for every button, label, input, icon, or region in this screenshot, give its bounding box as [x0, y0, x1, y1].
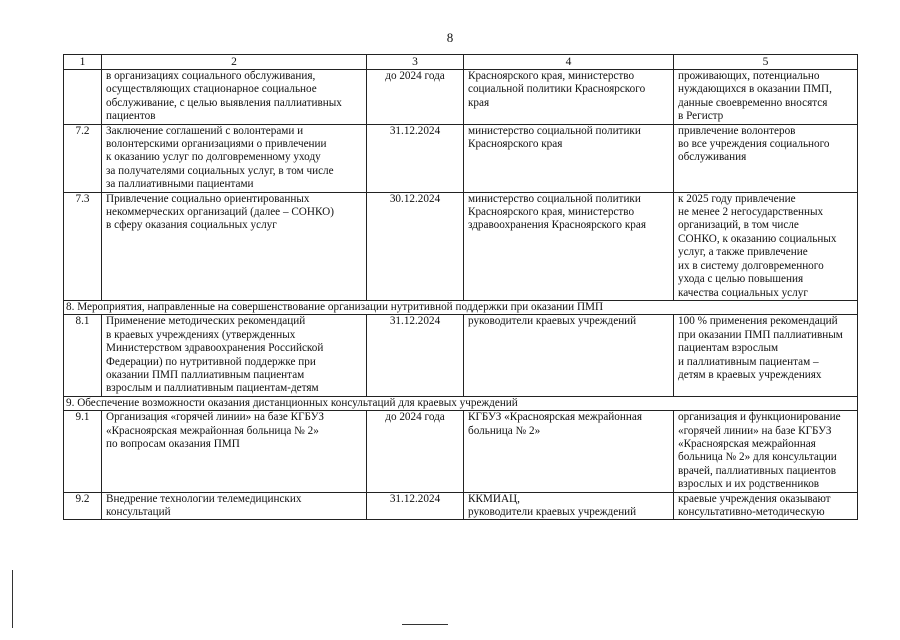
action-cell-line: Привлечение социально ориентированных — [106, 192, 310, 205]
result-cell — [674, 315, 858, 396]
result-cell-line: их в систему долговременного — [678, 259, 824, 272]
action-cell-line: некоммерческих организаций (далее – СОНКО) — [106, 206, 334, 219]
result-cell-line: организаций, в том числе — [678, 219, 799, 232]
item-number: 7.2 — [64, 124, 102, 192]
responsible-cell-line: ККМИАЦ, — [468, 492, 520, 505]
responsible-cell-line: социальной политики Красноярского — [468, 83, 646, 96]
result-cell-line: организация и функционирование — [678, 411, 841, 424]
action-cell-line: консультаций — [106, 506, 171, 518]
result-cell-line: при оказании ПМП паллиативным — [678, 328, 843, 341]
section-heading: 9. Обеспечение возможности оказания дистанционных консультаций для краевых учреждений — [64, 396, 858, 410]
result-cell-line: врачей, паллиативных пациентов — [678, 464, 836, 477]
header-row — [64, 55, 858, 70]
column-header: 5 — [674, 55, 858, 70]
result-cell-line: нуждающихся в оказании ПМП, — [678, 83, 832, 96]
responsible-cell-line: здравоохранения Красноярского края — [468, 219, 646, 232]
responsible-cell — [464, 315, 674, 396]
result-cell-line: проживающих, потенциально — [678, 70, 820, 82]
deadline-cell: 31.12.2024 — [367, 315, 464, 396]
responsible-cell — [464, 124, 674, 192]
action-cell-line: взрослым и паллиативным пациентам-детям — [106, 382, 319, 395]
deadline-cell: 31.12.2024 — [367, 124, 464, 192]
deadline-cell: до 2024 года — [367, 70, 464, 125]
action-cell-line: в краевых учреждениях (утвержденных — [106, 328, 296, 341]
action-cell-line: Федерации) по нутритивной поддержке при — [106, 355, 316, 368]
result-cell-line: обслуживания — [678, 151, 747, 164]
action-cell-line: Применение методических рекомендаций — [106, 315, 306, 328]
result-cell-line: услуг, а также привлечение — [678, 246, 808, 259]
responsible-cell-line: КГБУЗ «Красноярская межрайонная — [468, 411, 642, 424]
result-cell-line: 100 % применения рекомендаций — [678, 315, 838, 328]
action-cell-line: за паллиативными пациентами — [106, 178, 254, 191]
responsible-cell — [464, 492, 674, 520]
result-cell-line: пациентам взрослым — [678, 342, 779, 355]
section-heading-row — [64, 300, 858, 314]
column-header: 1 — [64, 55, 102, 70]
column-header: 2 — [102, 55, 367, 70]
action-cell — [102, 124, 367, 192]
table-row — [64, 315, 858, 396]
result-cell-line: и паллиативным пациентам – — [678, 355, 819, 368]
action-cell — [102, 492, 367, 520]
deadline-cell: до 2024 года — [367, 411, 464, 492]
action-cell-line: Министерством здравоохранения Российской — [106, 342, 324, 355]
deadline-cell: 31.12.2024 — [367, 492, 464, 520]
action-cell-line: за получателями социальных услуг, в том числе — [106, 164, 334, 177]
action-cell-line: в организациях социального обслуживания, — [106, 70, 316, 82]
action-cell-line: «Красноярская межрайонная больница № 2» — [106, 424, 319, 437]
scan-mark-bottom — [402, 624, 448, 625]
result-cell — [674, 492, 858, 520]
action-cell-line: волонтерскими организациями о привлечении — [106, 138, 327, 151]
result-cell-line: качества социальных услуг — [678, 286, 808, 299]
action-cell-line: Заключение соглашений с волонтерами и — [106, 124, 304, 137]
result-cell-line: детям в краевых учреждениях — [678, 368, 822, 381]
result-cell-line: не менее 2 негосударственных — [678, 206, 824, 219]
responsible-cell — [464, 192, 674, 300]
result-cell-line: в Регистр — [678, 110, 724, 123]
item-number: 9.1 — [64, 411, 102, 492]
responsible-cell-line: края — [468, 96, 490, 109]
action-cell-line: по вопросам оказания ПМП — [106, 437, 240, 450]
responsible-cell-line: Красноярского края, министерство — [468, 70, 635, 82]
item-number: 7.3 — [64, 192, 102, 300]
responsible-cell-line: Красноярского края, министерство — [468, 206, 635, 219]
responsible-cell-line: Красноярского края — [468, 138, 563, 151]
action-cell — [102, 70, 367, 125]
action-cell-line: Внедрение технологии телемедицинских — [106, 492, 302, 505]
action-cell-line: пациентов — [106, 110, 156, 123]
plan-table — [63, 54, 858, 520]
responsible-cell — [464, 411, 674, 492]
result-cell-line: «Красноярская межрайонная — [678, 437, 816, 450]
column-header: 3 — [367, 55, 464, 70]
item-number — [64, 70, 102, 125]
section-heading-row — [64, 396, 858, 410]
responsible-cell — [464, 70, 674, 125]
action-cell-line: в сферу оказания социальных услуг — [106, 219, 277, 232]
table-row — [64, 492, 858, 520]
action-cell-line: осуществляющих стационарное социальное — [106, 83, 317, 96]
table-body — [64, 70, 858, 520]
table-row — [64, 124, 858, 192]
result-cell-line: «горячей линии» на базе КГБУЗ — [678, 424, 832, 437]
result-cell-line: больница № 2» для консультации — [678, 451, 837, 464]
table-row — [64, 70, 858, 125]
result-cell-line: консультативно-методическую — [678, 506, 825, 518]
table-row — [64, 192, 858, 300]
action-cell — [102, 411, 367, 492]
column-header: 4 — [464, 55, 674, 70]
result-cell-line: данные своевременно вносятся — [678, 96, 828, 109]
result-cell-line: краевые учреждения оказывают — [678, 492, 831, 505]
section-heading: 8. Мероприятия, направленные на совершенствование организации нутритивной поддержки при оказании ПМП — [64, 300, 858, 314]
responsible-cell-line: руководители краевых учреждений — [468, 506, 637, 518]
action-cell-line: Организация «горячей линии» на базе КГБУЗ — [106, 411, 324, 424]
result-cell-line: ухода с целью повышения — [678, 273, 804, 286]
responsible-cell-line: руководители краевых учреждений — [468, 315, 637, 328]
result-cell — [674, 70, 858, 125]
responsible-cell-line: министерство социальной политики — [468, 124, 641, 137]
item-number: 8.1 — [64, 315, 102, 396]
action-cell-line: обслуживание, с целью выявления паллиативных — [106, 96, 342, 109]
responsible-cell-line: больница № 2» — [468, 424, 541, 437]
responsible-cell-line: министерство социальной политики — [468, 192, 641, 205]
table-row — [64, 411, 858, 492]
deadline-cell: 30.12.2024 — [367, 192, 464, 300]
action-cell-line: к оказанию услуг по долговременному уходу — [106, 151, 321, 164]
action-cell — [102, 315, 367, 396]
result-cell-line: взрослых и их родственников — [678, 478, 820, 491]
action-cell-line: оказании ПМП паллиативным пациентам — [106, 368, 305, 381]
result-cell-line: привлечение волонтеров — [678, 124, 796, 137]
item-number: 9.2 — [64, 492, 102, 520]
result-cell — [674, 411, 858, 492]
page-number: 8 — [446, 30, 454, 45]
scan-mark-left — [12, 570, 13, 628]
result-cell-line: во все учреждения социального — [678, 138, 830, 151]
result-cell — [674, 124, 858, 192]
result-cell-line: к 2025 году привлечение — [678, 192, 796, 205]
action-cell — [102, 192, 367, 300]
result-cell — [674, 192, 858, 300]
result-cell-line: СОНКО, к оказанию социальных — [678, 232, 837, 245]
